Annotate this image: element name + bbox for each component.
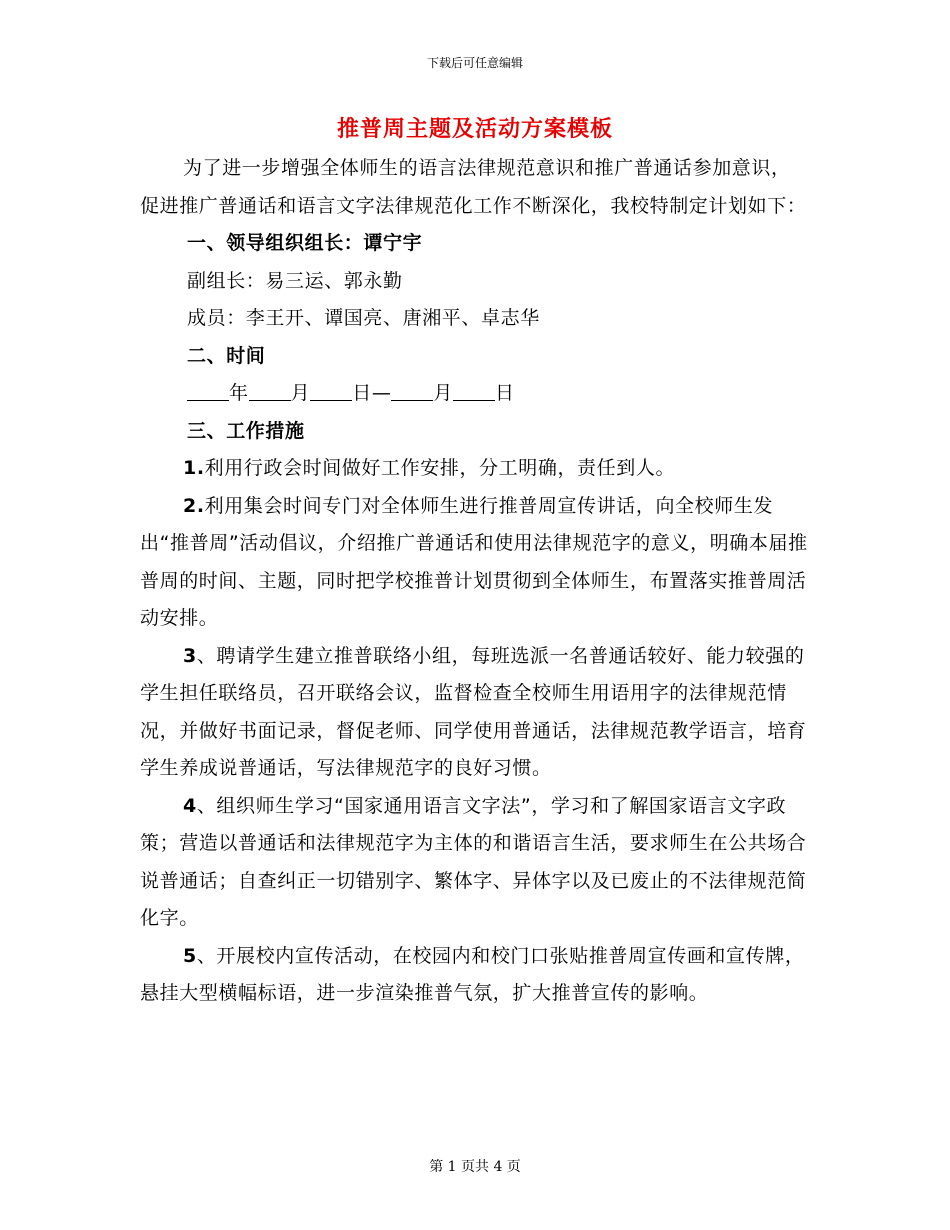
- measure-text: 利用行政会时间做好工作安排，分工明确，责任到人。: [204, 457, 676, 479]
- date-label: 月: [290, 382, 311, 404]
- measure-text: 、组织师生学习“国家通用语言文字法”，学习和了解国家语言文字政策；营造以普通话和法律规范字为主体的和谐语言生活，要求师生在公共场合说普通话；自查纠正一切错别字、繁体字、异体字以及已废止的不法律规范简化字。: [140, 794, 807, 929]
- measure-number: 5: [183, 944, 197, 967]
- deputy-leaders: 副组长：易三运、郭永勤: [187, 269, 403, 292]
- date-label: 月: [433, 382, 454, 404]
- measure-text: 、开展校内宣传活动，在校园内和校门口张贴推普周宣传画和宣传牌，悬挂大型横幅标语，进一步渲染推普气氛，扩大推普宣传的影响。: [140, 944, 805, 1004]
- section-3-heading: 三、工作措施: [187, 419, 305, 442]
- page-footer: 第 1 页共 4 页: [429, 1159, 521, 1175]
- date-line: [140, 375, 810, 413]
- blank-field: [391, 382, 433, 401]
- blank-field: [249, 382, 291, 401]
- measure-text: 利用集会时间专门对全体师生进行推普周宣传讲话，向全校师生发出“推普周”活动倡议，介绍推广普通话和使用法律规范字的意义，明确本届推普周的时间、主题，同时把学校推普计划贯彻到全体师生，布置落实推普周活动安排。: [140, 494, 808, 629]
- document-title: 推普周主题及活动方案模板: [336, 117, 613, 142]
- blank-field: [310, 382, 352, 401]
- measure-item: [140, 788, 810, 938]
- header-note: 下载后可任意编辑: [426, 56, 523, 70]
- measure-item: [140, 488, 810, 638]
- measure-number: 2.: [183, 494, 205, 517]
- measure-number: 4: [183, 794, 197, 817]
- date-label: 日: [495, 382, 515, 404]
- measure-number: 3: [183, 644, 197, 667]
- members: 成员：李王开、谭国亮、唐湘平、卓志华: [187, 307, 540, 329]
- date-label: 日—: [352, 382, 392, 404]
- measure-item: [140, 638, 810, 788]
- document-body: [140, 150, 810, 1013]
- section-1-heading: 一、领导组织组长：谭宁宇: [187, 232, 423, 254]
- measure-number: 1.: [183, 457, 205, 479]
- blank-field: [187, 382, 229, 401]
- blank-field: [453, 382, 495, 401]
- measure-item: [140, 450, 810, 488]
- intro-paragraph: 为了进一步增强全体师生的语言法律规范意识和推广普通话参加意识，促进推广普通话和语言文字法律规范化工作不断深化，我校特制定计划如下：: [140, 157, 807, 217]
- measure-text: 、聘请学生建立推普联络小组，每班选派一名普通话较好、能力较强的学生担任联络员，召开联络会议，监督检查全校师生用语用字的法律规范情况，并做好书面记录，督促老师、同学使用普通话，法律规范教学语言，培育学生养成说普通话，写法律规范字的良好习惯。: [140, 644, 807, 779]
- date-label: 年: [229, 382, 249, 404]
- section-2-heading: 二、时间: [187, 344, 266, 367]
- measure-item: [140, 938, 810, 1013]
